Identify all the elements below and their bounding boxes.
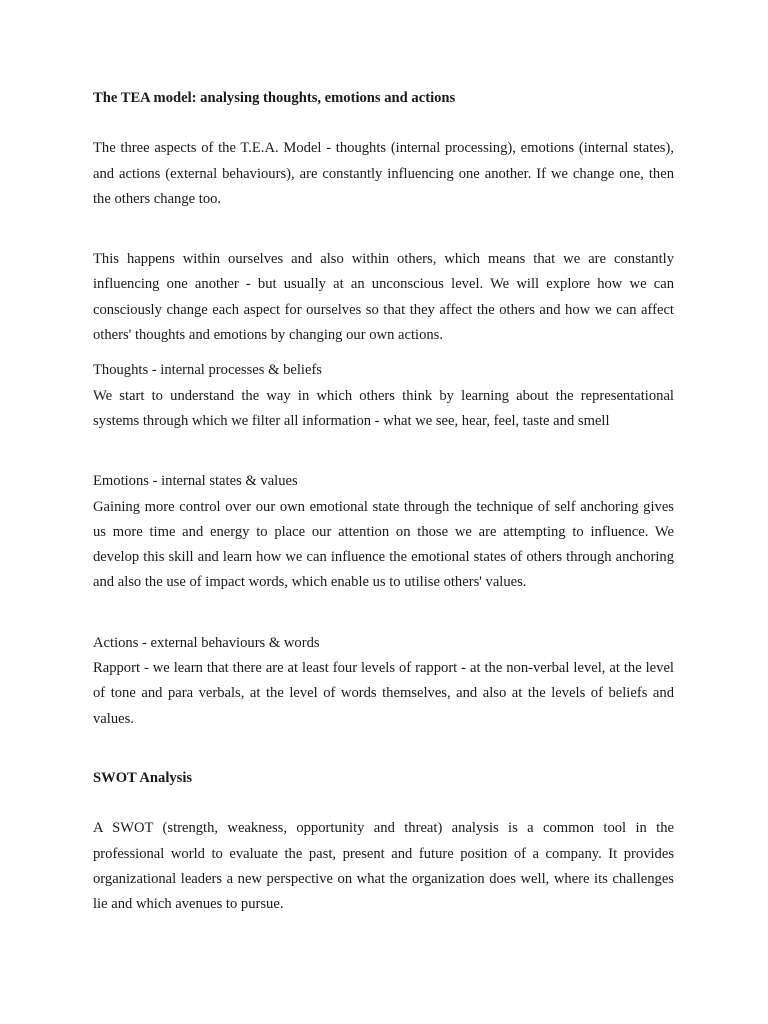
section-emotions <box>93 469 674 595</box>
second-paragraph: This happens within ourselves and also within others, which means that we are constantly influencing one another - but usually at an unconscious level. We will explore how we can consciously change each aspect for ourselves so that they affect the others and how we can affect others' thoughts and emotions by changing our own actions. <box>93 251 674 344</box>
section-subheading: Emotions - internal states & values <box>93 473 298 490</box>
section-body: We start to understand the way in which others think by learning about the representational systems through which we filter all information - what we see, hear, feel, taste and smell <box>93 387 674 429</box>
section-actions <box>93 631 674 732</box>
swot-paragraph: A SWOT (strength, weakness, opportunity and threat) analysis is a common tool in the professional world to evaluate the past, present and future position of a company. It provides organizational leaders a new perspective on what the organization does well, where its challenges lie and which avenues to pursue. <box>93 820 674 913</box>
section-subheading: Thoughts - internal processes & beliefs <box>93 362 322 379</box>
section-body: Rapport - we learn that there are at least four levels of rapport - at the non-verbal level, at the level of tone and para verbals, at the level of words themselves, and also at the levels of beliefs and values. <box>93 660 674 727</box>
section-body: Gaining more control over our own emotional state through the technique of self anchoring gives us more time and energy to place our attention on those we are attempting to influence. We develop this skill and learn how we can influence the emotional states of others through anchoring and also the use of impact words, which enable us to utilise others' values. <box>93 498 674 591</box>
document-title: The TEA model: analysing thoughts, emotions and actions <box>93 90 456 106</box>
intro-paragraph: The three aspects of the T.E.A. Model - thoughts (internal processing), emotions (internal states), and actions (external behaviours), are constantly influencing one another. If we change one, then the others change too. <box>93 140 674 207</box>
swot-heading: SWOT Analysis <box>93 769 193 786</box>
section-subheading: Actions - external behaviours & words <box>93 634 320 651</box>
section-thoughts <box>93 358 674 434</box>
document-page <box>93 86 674 917</box>
